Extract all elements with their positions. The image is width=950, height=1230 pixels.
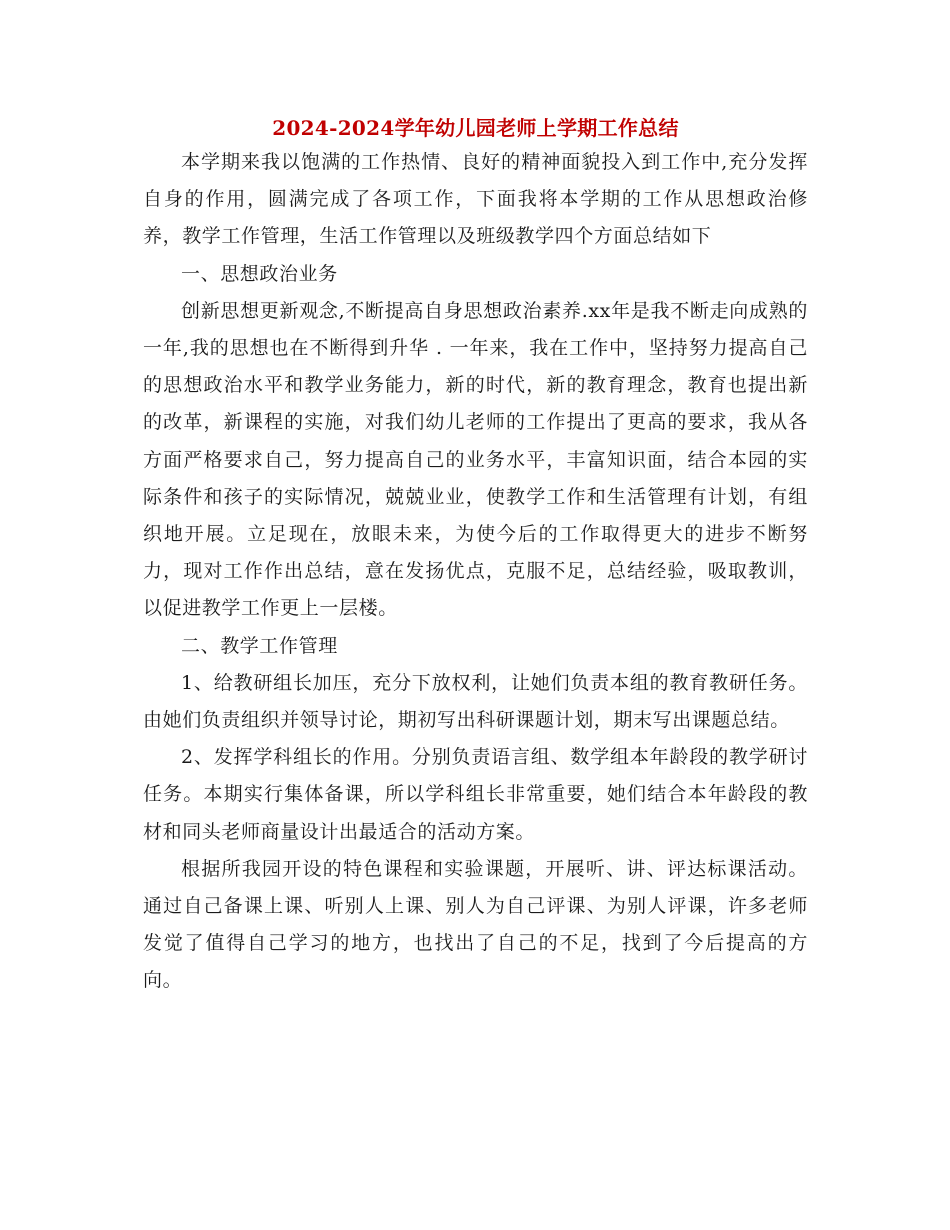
document-title: 2024-2024学年幼儿园老师上学期工作总结 bbox=[272, 116, 679, 140]
teaching-paragraph-3: 根据所我园开设的特色课程和实验课题，开展听、讲、评达标课活动。通过自己备课上课、听别人上课、别人为自己评课、为别人评课，许多老师发觉了值得自己学习的地方，也找出了自己的不足，找到了今后提高的方向。 bbox=[143, 857, 808, 992]
document-page bbox=[143, 112, 808, 1000]
intro-paragraph: 本学期来我以饱满的工作热情、良好的精神面貌投入到工作中,充分发挥自身的作用，圆满完成了各项工作，下面我将本学期的工作从思想政治修养，教学工作管理，生活工作管理以及班级教学四个方面总结如下 bbox=[143, 151, 808, 248]
section-heading-political: 一、思想政治业务 bbox=[181, 262, 338, 285]
section-heading-teaching: 二、教学工作管理 bbox=[181, 634, 338, 657]
political-paragraph: 创新思想更新观念,不断提高自身思想政治素养.xx年是我不断走向成熟的一年,我的思想也在不断得到升华 . 一年来，我在工作中，坚持努力提高自己的思想政治水平和教学业务能力，新的时代，新的教育理念，教育也提出新的改革，新课程的实施，对我们幼儿老师的工作提出了更高的要求，我从各方面严格要求自己，努力提高自己的业务水平，丰富知识面，结合本园的实际条件和孩子的实际情况，兢兢业业，使教学工作和生活管理有计划，有组织地开展。立足现在，放眼未来，为使今后的工作取得更大的进步不断努力，现对工作作出总结，意在发扬优点，克服不足，总结经验，吸取教训，以促进教学工作更上一层楼。 bbox=[143, 299, 808, 620]
teaching-item-2: 2、发挥学科组长的作用。分别负责语言组、数学组本年龄段的教学研讨任务。本期实行集体备课，所以学科组长非常重要，她们结合本年龄段的教材和同头老师商量设计出最适合的活动方案。 bbox=[143, 746, 808, 843]
teaching-item-1: 1、给教研组长加压，充分下放权利，让她们负责本组的教育教研任务。由她们负责组织并领导讨论，期初写出科研课题计划，期末写出课题总结。 bbox=[143, 671, 808, 732]
